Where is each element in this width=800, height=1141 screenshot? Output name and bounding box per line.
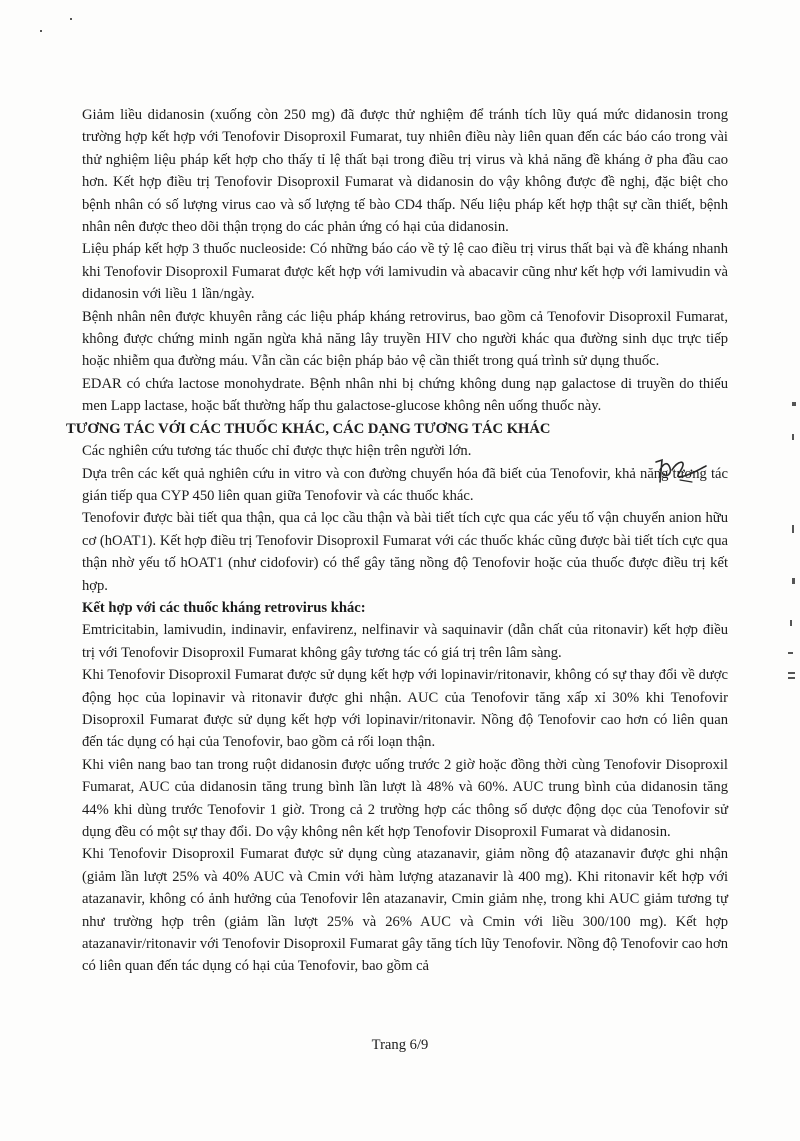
- sub-paragraph: Emtricitabin, lamivudin, indinavir, enfavirenz, nelfinavir và saquinavir (dẫn chất của ritonavir) kết hợp điều trị với Tenofovir Disoproxil Fumarat không gây tương tác có giá trị trên lâm sàng.: [82, 622, 728, 661]
- handwritten-signature: [652, 452, 712, 492]
- scan-mark: [70, 18, 72, 20]
- scan-mark: [792, 525, 794, 533]
- scan-mark: [40, 30, 42, 32]
- page-number: Trang 6/9: [371, 1037, 429, 1053]
- section-paragraph: Tenofovir được bài tiết qua thận, qua cả lọc cầu thận và bài tiết tích cực qua các yếu tố vận chuyển anion hữu cơ (hOAT1). Kết hợp điều trị Tenofovir Disoproxil Fumarat với các thuốc khác cũng được bài tiết tích cực qua thận nhờ yếu tố hOAT1 (như cidofovir) có thể gây tăng nồng độ Tenofovir hoặc của thuốc được điều trị kết hợp.: [82, 510, 728, 594]
- sub-paragraph: Khi Tenofovir Disoproxil Fumarat được sử dụng cùng atazanavir, giảm nồng độ atazanavir được ghi nhận (giảm lần lượt 25% và 40% AUC và Cmin với hàm lượng atazanavir là 400 mg). Khi ritonavir kết hợp với atazanavir, không có ảnh hưởng của Tenofovir lên atazanavir, Cmin giảm nhẹ, trong khi AUC giảm tương tự như trường hợp trên (giảm lần lượt 25% và 26% AUC và Cmin với liều 300/100 mg). Kết hợp atazanavir/ritonavir với Tenofovir Disoproxil Fumarat gây tăng tích lũy Tenofovir. Nồng độ Tenofovir cao hơn có liên quan đến tác dụng có hại của Tenofovir, bao gồm cả: [82, 846, 728, 975]
- scan-mark: [792, 578, 795, 584]
- scan-mark: [792, 434, 794, 440]
- body-paragraph: EDAR có chứa lactose monohydrate. Bệnh nhân nhi bị chứng không dung nạp galactose di truyền do thiếu men Lapp lactase, hoặc bất thường hấp thu galactose-glucose không nên uống thuốc này.: [82, 375, 728, 415]
- scan-mark: [788, 672, 795, 674]
- body-paragraph: Liệu pháp kết hợp 3 thuốc nucleoside: Có những báo cáo về tỷ lệ cao điều trị virus thất bại và đề kháng nhanh khi Tenofovir Disoproxil Fumarat được kết hợp với lamivudin và abacavir cũng như kết hợp với lamivudin và didanosin với liều 1 lần/ngày.: [82, 241, 728, 303]
- scan-mark: [790, 620, 792, 626]
- scan-mark: [792, 402, 796, 406]
- sub-paragraph: Khi Tenofovir Disoproxil Fumarat được sử dụng kết hợp với lopinavir/ritonavir, không có sự thay đổi về dược động học của lopinavir và ritonavir được ghi nhận. AUC của Tenofovir tăng xấp xỉ 30% khi Tenofovir Disoproxil Fumarat được sử dụng kết hợp với lopinavir/ritonavir. Nồng độ Tenofovir cao hơn có liên quan đến tác dụng có hại của Tenofovir, bao gồm cả rối loạn thận.: [82, 667, 728, 751]
- body-paragraph: Bệnh nhân nên được khuyên rằng các liệu pháp kháng retrovirus, bao gồm cả Tenofovir Disoproxil Fumarat, không được chứng minh ngăn ngừa khả năng lây truyền HIV cho người khác qua đường sinh dục trực tiếp hoặc nhiễm qua đường máu. Vẫn cần các biện pháp bảo vệ cần thiết trong quá trình sử dụng thuốc.: [82, 308, 728, 370]
- section-paragraph: Các nghiên cứu tương tác thuốc chỉ được thực hiện trên người lớn.: [82, 443, 472, 460]
- sub-paragraph: Khi viên nang bao tan trong ruột didanosin được uống trước 2 giờ hoặc đồng thời cùng Tenofovir Disoproxil Fumarat, AUC của didanosin tăng trung bình lần lượt là 48% và 60%. AUC trung bình của didanosin tăng 44% khi dùng trước Tenofovir 1 giờ. Trong cả 2 trường hợp các thông số dược động dọc của Tenofovir sử dụng đều có một sự thay đổi. Do vậy không nên kết hợp Tenofovir Disoproxil Fumarat và didanosin.: [82, 756, 728, 840]
- scan-mark: [788, 677, 795, 679]
- scan-mark: [788, 652, 793, 654]
- body-paragraph: Giảm liều didanosin (xuống còn 250 mg) đã được thử nghiệm để tránh tích lũy quá mức didanosin trong trường hợp kết hợp với Tenofovir Disoproxil Fumarat, tuy nhiên điều này liên quan đến các báo cáo trong vài thử nghiệm liệu pháp kết hợp cho thấy tỉ lệ thất bại trong điều trị virus và khả năng đề kháng ở pha đầu cao hơn. Kết hợp điều trị Tenofovir Disoproxil Fumarat và didanosin do vậy không được đề nghị, đặc biệt cho bệnh nhân có số lượng virus cao và số lượng tế bào CD4 thấp. Nếu liệu pháp kết hợp thật sự cần thiết, bệnh nhân nên được theo dõi thận trọng do các phản ứng có hại của didanosin.: [82, 107, 728, 236]
- document-body: [66, 104, 728, 978]
- section-heading: TƯƠNG TÁC VỚI CÁC THUỐC KHÁC, CÁC DẠNG TƯƠNG TÁC KHÁC: [66, 420, 551, 437]
- section-paragraph: Dựa trên các kết quả nghiên cứu in vitro và con đường chuyển hóa đã biết của Tenofovir, khả năng tương tác gián tiếp qua CYP 450 liên quan giữa Tenofovir và các thuốc khác.: [82, 465, 728, 504]
- subheading: Kết hợp với các thuốc kháng retrovirus khác:: [82, 599, 366, 616]
